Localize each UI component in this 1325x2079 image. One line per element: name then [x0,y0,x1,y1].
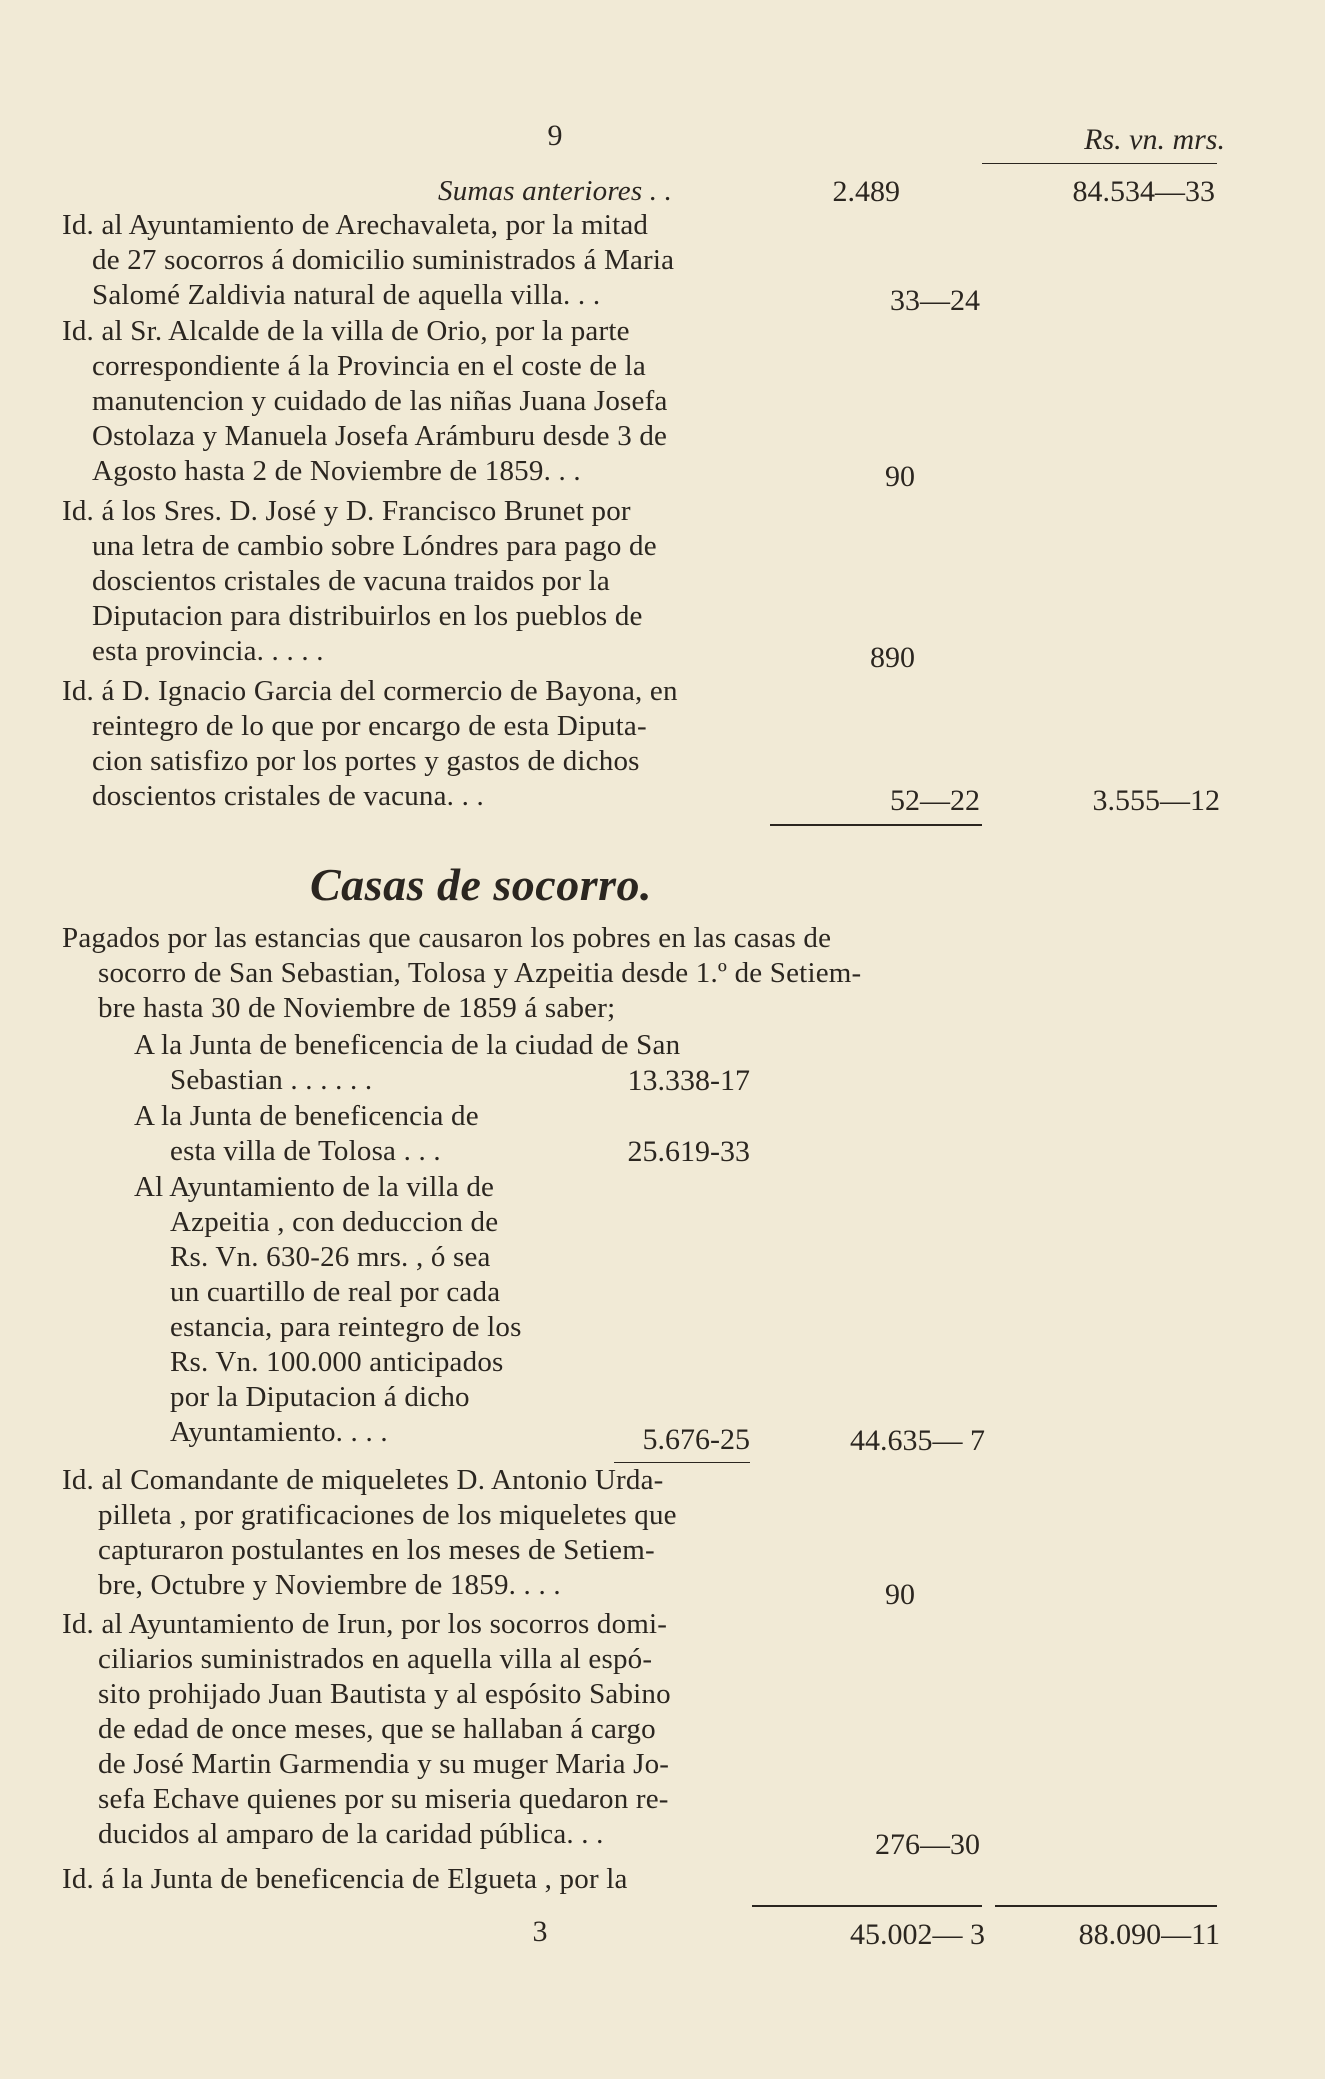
entry-line: Diputacion para distribuirlos en los pueblos de [92,600,643,632]
entry-line: sito prohijado Juan Bautista y al espósito Sabino [98,1678,671,1710]
entry-line: reintegro de lo que por encargo de esta Diputa- [92,710,647,742]
section2-intro [62,921,861,1026]
entry-line: Id. á la Junta de beneficencia de Elgueta , por la [62,1863,628,1895]
subitem-amount: 13.338-17 [627,1064,750,1097]
signature-mark: 3 [532,1915,548,1948]
subitem-line: un cuartillo de real por cada [170,1276,501,1308]
entry-amount: 33—24 [890,284,980,317]
subitem-amount: 5.676-25 [642,1423,750,1456]
entry-line: capturaron postulantes en los meses de Setiem- [98,1534,655,1566]
column-header: Rs. vn. mrs. [1084,123,1225,156]
carry-forward-label: Sumas anteriores . . [438,175,673,207]
entry-line: una letra de cambio sobre Lóndres para pago de [92,530,657,562]
header-rule [982,163,1217,164]
entry-arechavaleta [62,208,674,313]
subitem-amount: 25.619-33 [627,1135,750,1168]
entry-line: doscientos cristales de vacuna traidos por la [92,565,610,597]
entry-line: ciliarios suministrados en aquella villa al espó- [98,1643,653,1675]
entry-line: Id. á D. Ignacio Garcia del cormercio de Bayona, en [62,675,678,707]
subitem-tolosa [134,1099,479,1169]
entry-line: de edad de once meses, que se hallaban á cargo [98,1713,656,1745]
subitem-azpeitia [134,1170,522,1450]
subitem-line: Sebastian . . . . . . [170,1064,373,1096]
subitem-line: Rs. Vn. 630-26 mrs. , ó sea [170,1241,491,1273]
footer-rule-col2 [995,1905,1217,1907]
entry-line: Id. á los Sres. D. José y D. Francisco Brunet por [62,495,631,527]
subitem-line: Ayuntamiento. . . . [170,1416,388,1448]
entry-amount: 90 [885,460,915,493]
entry-line: ducidos al amparo de la caridad pública. . . [98,1818,604,1850]
entry-line: Agosto hasta 2 de Noviembre de 1859. . . [92,455,581,487]
section-heading: Casas de socorro. [310,859,653,910]
entry-line: Ostolaza y Manuela Josefa Arámburu desde 3 de [92,420,668,452]
entry-orio [62,314,668,489]
subitem-line: estancia, para reintegro de los [170,1311,522,1343]
entry-amount: 90 [885,1578,915,1611]
intro-line: Pagados por las estancias que causaron los pobres en las casas de [62,922,832,954]
entry-line: pilleta , por gratificaciones de los miqueletes que [98,1499,677,1531]
entry-line: de 27 socorros á domicilio suministrados á Maria [92,244,675,276]
footer-total-col2: 88.090—11 [1078,1918,1220,1951]
entry-line: cion satisfizo por los portes y gastos de dichos [92,745,640,777]
entry-amount: 52—22 [890,784,980,817]
section1-rule [770,824,982,826]
entry-line: manutencion y cuidado de las niñas Juana Josefa [92,385,668,417]
footer-rule-col1 [752,1905,982,1907]
intro-line: bre hasta 30 de Noviembre de 1859 á saber; [98,992,616,1024]
intro-line: socorro de San Sebastian, Tolosa y Azpeitia desde 1.º de Setiem- [98,957,862,989]
footer-total-col1: 45.002— 3 [850,1918,985,1951]
entry-line: Id. al Comandante de miqueletes D. Antonio Urda- [62,1464,664,1496]
subitem-line: por la Diputacion á dicho [170,1381,470,1413]
entry-urdapilleta [62,1463,677,1603]
entry-elgueta [62,1862,628,1897]
entry-amount: 890 [870,641,915,674]
entry-line: Id. al Sr. Alcalde de la villa de Orio, por la parte [62,315,630,347]
entry-line: bre, Octubre y Noviembre de 1859. . . . [98,1569,561,1601]
casas-subtotal: 44.635— 7 [850,1424,985,1457]
entry-line: de José Martin Garmendia y su muger Maria Jo- [98,1748,670,1780]
section1-subtotal: 3.555—12 [1092,784,1220,817]
subitem-line: Rs. Vn. 100.000 anticipados [170,1346,504,1378]
entry-line: sefa Echave quienes por su miseria quedaron re- [98,1783,669,1815]
carry-forward-col2: 84.534—33 [1072,175,1215,208]
entry-garcia [62,674,678,814]
subitem-line: Al Ayuntamiento de la villa de [134,1171,495,1203]
entry-line: Id. al Ayuntamiento de Arechavaleta, por la mitad [62,209,649,241]
subitem-line: A la Junta de beneficencia de [134,1100,479,1132]
subitem-line: Azpeitia , con deduccion de [170,1206,499,1238]
entry-irun [62,1607,671,1852]
entry-amount: 276—30 [875,1828,980,1861]
page-number: 9 [547,119,563,152]
entry-line: Id. al Ayuntamiento de Irun, por los socorros domi- [62,1608,668,1640]
subitem-line: esta villa de Tolosa . . . [170,1135,441,1167]
subitem-line: A la Junta de beneficencia de la ciudad de San [134,1029,681,1061]
carry-forward-col1: 2.489 [832,175,900,208]
entry-line: doscientos cristales de vacuna. . . [92,780,484,812]
entry-line: esta provincia. . . . . [92,635,324,667]
entry-line: Salomé Zaldivia natural de aquella villa. . . [92,279,601,311]
entry-brunet [62,494,657,669]
entry-line: correspondiente á la Provincia en el coste de la [92,350,646,382]
